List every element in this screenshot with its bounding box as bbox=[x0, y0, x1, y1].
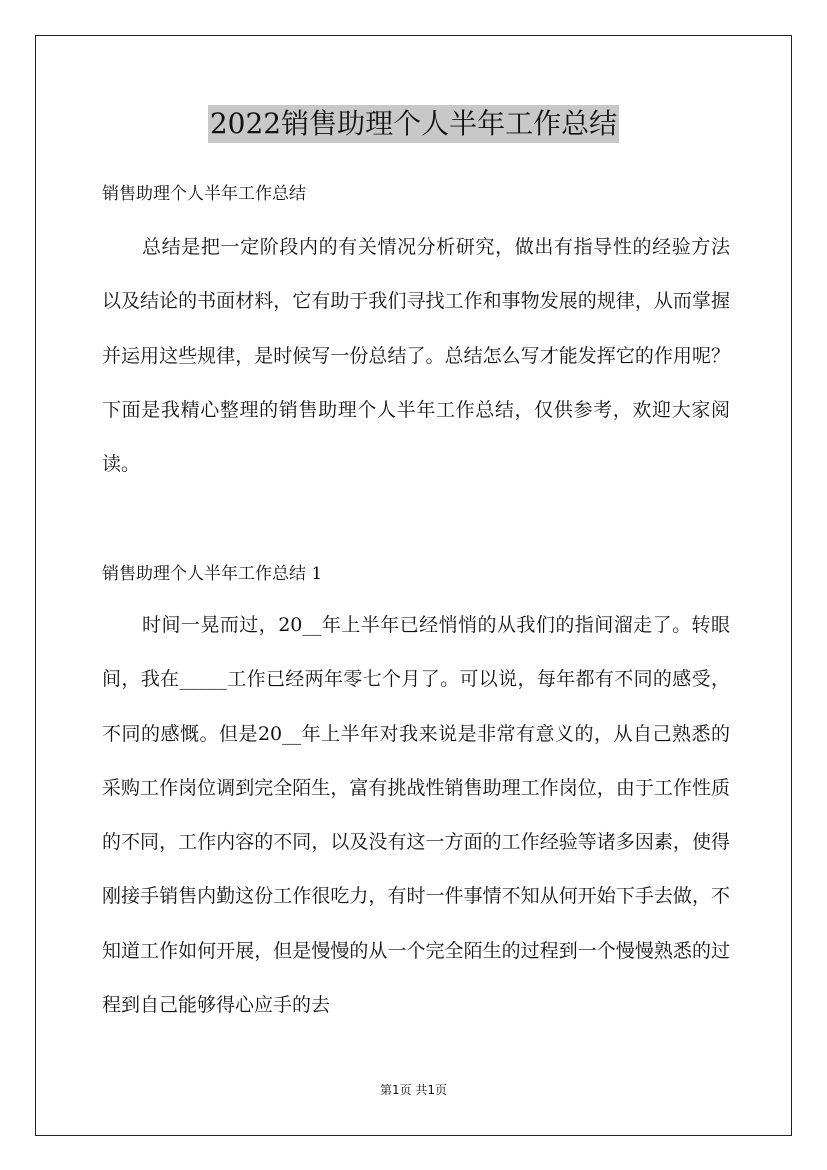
document-title bbox=[0, 103, 827, 143]
document-title-text: 2022销售助理个人半年工作总结 bbox=[208, 105, 619, 143]
document-subtitle: 销售助理个人半年工作总结 bbox=[102, 184, 306, 204]
intro-paragraph: 总结是把一定阶段内的有关情况分析研究，做出有指导性的经验方法以及结论的书面材料，它有助于我们寻找工作和事物发展的规律，从而掌握并运用这些规律，是时候写一份总结了。总结怎么写才能发挥它的作用呢？下面是我精心整理的销售助理个人半年工作总结，仅供参考，欢迎大家阅读。 bbox=[102, 236, 730, 476]
body-paragraph: 时间一晃而过，20__年上半年已经悄悄的从我们的指间溜走了。转眼间，我在_____工作已经两年零七个月了。可以说，每年都有不同的感受，不同的感慨。但是20__年上半年对我来说是非常有意义的，从自己熟悉的采购工作岗位调到完全陌生，富有挑战性销售助理工作岗位，由于工作性质的不同，工作内容的不同，以及没有这一方面的工作经验等诸多因素，使得刚接手销售内勤这份工作很吃力，有时一件事情不知从何开始下手去做，不知道工作如何开展，但是慢慢的从一个完全陌生的过程到一个慢慢熟悉的过程到自己能够得心应手的去 bbox=[102, 614, 730, 1017]
page-number-footer: 第1页 共1页 bbox=[379, 1083, 448, 1097]
section-heading: 销售助理个人半年工作总结 1 bbox=[102, 564, 323, 584]
